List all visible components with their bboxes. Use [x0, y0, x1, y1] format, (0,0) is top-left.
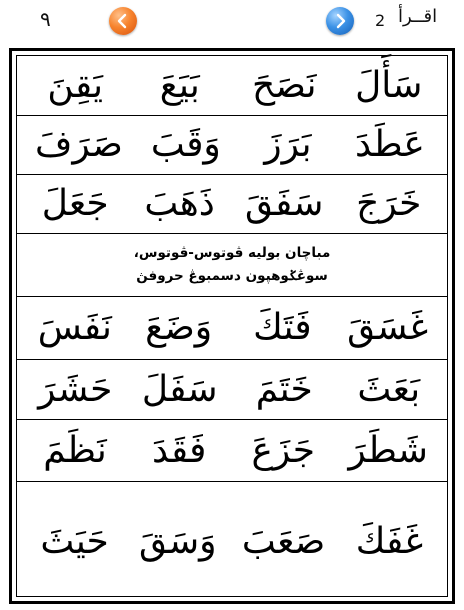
word-cell: حَشَرَ	[38, 368, 113, 410]
table-row	[17, 360, 447, 420]
word-cell: نَظَمَ	[43, 429, 107, 471]
word-cell: جَعَلَ	[41, 183, 109, 224]
word-cell: بَرَزَ	[264, 124, 312, 165]
word-cell: سَفَلَ	[141, 368, 218, 410]
word-cell: فَقَدَ	[151, 429, 207, 471]
word-cell: صَرَفَ	[35, 124, 123, 165]
word-cell: وَقَبَ	[150, 124, 221, 165]
word-cell: خَرَجَ	[356, 183, 422, 224]
page-number: ٩	[40, 7, 51, 31]
word-cell: بَيَعَ	[159, 64, 200, 106]
table-row	[17, 175, 447, 234]
next-page-button[interactable]	[326, 7, 354, 35]
book-title: اقــرأ	[398, 6, 438, 27]
word-cell: غَسَقَ	[347, 307, 429, 348]
word-cell: ذَهَبَ	[144, 183, 215, 224]
word-cell: وَسَقَ	[138, 520, 217, 562]
table-row	[17, 116, 447, 175]
word-cell: يَقِنَ	[47, 64, 104, 106]
word-cell: سَأَلَ	[355, 64, 423, 106]
table-row	[17, 56, 447, 116]
word-cell: عَطَدَ	[355, 124, 425, 165]
word-cell: نَفَسَ	[37, 307, 112, 348]
chevron-right-icon	[332, 13, 348, 29]
table-row	[17, 297, 447, 360]
chevron-left-icon	[115, 13, 131, 29]
word-cell: فَتَكَ	[253, 307, 312, 348]
word-cell: نَصَحَ	[252, 64, 317, 106]
instruction-line: مباچان بوليه ڤوتوس-ڤوتوس،	[133, 245, 331, 262]
lesson-number: 2	[375, 11, 386, 30]
top-bar	[0, 0, 464, 46]
word-table	[16, 55, 448, 597]
word-cell: غَفَكَ	[355, 520, 424, 562]
word-cell: وَضَعَ	[145, 307, 213, 348]
word-cell: سَفَقَ	[244, 183, 324, 224]
instruction-note	[17, 234, 447, 297]
word-table-frame	[9, 48, 455, 604]
word-cell: جَزَعَ	[251, 429, 316, 471]
table-row	[17, 482, 447, 601]
instruction-line: سوڠݢوهڽون دسمبوڠ حروفڽ	[136, 268, 328, 284]
word-cell: حَيَثَ	[40, 520, 109, 562]
word-cell: شَطَرَ	[348, 429, 428, 471]
table-row	[17, 420, 447, 482]
previous-page-button[interactable]	[109, 7, 137, 35]
word-cell: بَعَثَ	[357, 368, 421, 410]
word-cell: خَتَمَ	[255, 368, 313, 410]
word-cell: صَعَبَ	[241, 520, 326, 562]
